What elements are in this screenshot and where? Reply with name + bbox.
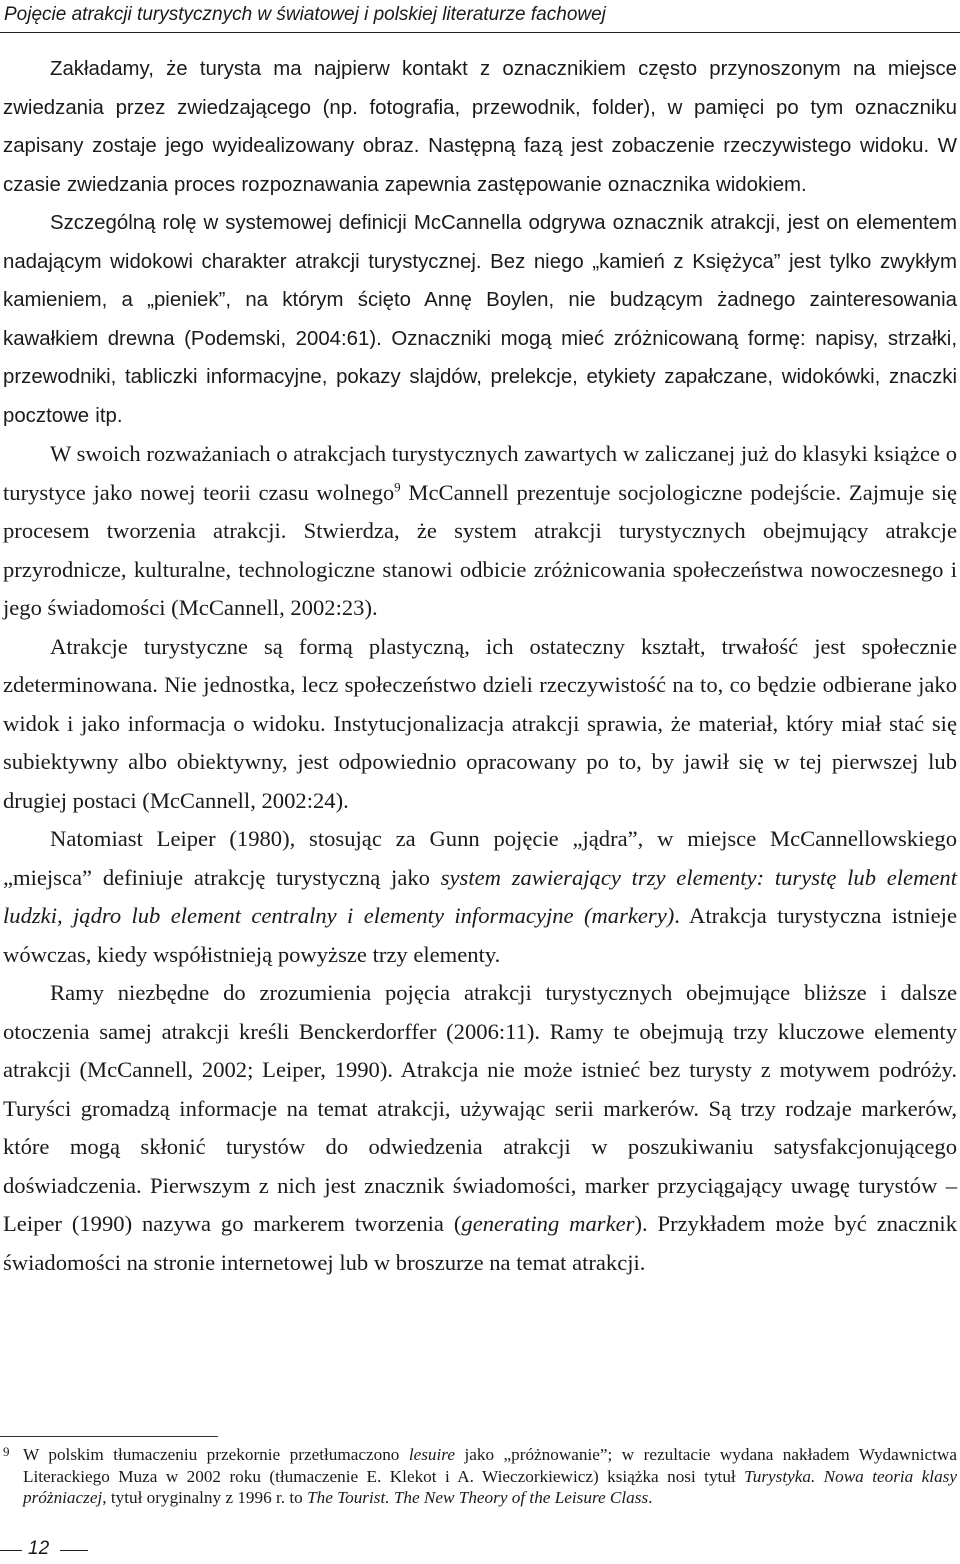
paragraph-6-emphasis: generating marker <box>461 1211 635 1236</box>
page-number-dash-right <box>60 1550 88 1551</box>
paragraph-1 <box>3 50 957 204</box>
paragraph-3 <box>3 435 957 628</box>
paragraph-4-text: Atrakcje turystyczne są formą plastyczną, ich ostateczny kształt, trwałość jest społecznie zdeterminowana. Nie jednostka, lecz społeczeństwo dzieli rzeczywistość na to, co będzie odbierane jako widok i jako informacja o widoku. Instytucjonalizacja atrakcji sprawia, że materiał, który miał stać się subiektywny albo obiektywny, jest odpowiednio opracowany po to, by jawił się w tej pierwszej lub drugiej postaci (McCannell, 2002:24). <box>3 633 957 813</box>
paragraph-5-text-b: . Atrakcja turystyczna istnieje wówczas, kiedy współistnieją powyższe trzy elementy. <box>3 903 957 967</box>
paragraph-3-text-a: W swoich rozważaniach o atrakcjach turystycznych zawartych w zaliczanej już do klasyki książce o turystyce jako nowej teorii czasu wolnego <box>3 441 957 505</box>
paragraph-5 <box>3 820 957 974</box>
footnote-ref: 9 <box>394 478 401 494</box>
footnote <box>3 1444 957 1509</box>
footnote-text-3: , tytuł oryginalny z 1996 r. to <box>102 1488 308 1507</box>
paragraph-1-text: Zakładamy, że turysta ma najpierw kontakt z oznacznikiem często przynoszonym na miejsce zwiedzania przez zwiedzającego (np. fotografia, przewodnik, folder), w pamięci po tym oznaczniku zapisany zostaje jego wyidealizowany obraz. Następną fazą jest zobaczenie rzeczywistego widoku. W czasie zwiedzania proces rozpoznawania zapewnia zastępowanie oznacznika widokiem. <box>3 58 957 196</box>
page-number <box>0 1538 100 1562</box>
header-rule <box>0 32 960 33</box>
paragraph-2 <box>3 204 957 435</box>
paragraph-5-emphasis: system zawierający trzy elementy: turystę lub element ludzki, jądro lub element centralny i elementy informacyjne (markery) <box>3 864 957 928</box>
footnote-text-1: W polskim tłumaczeniu przekornie przetłumaczono <box>23 1445 409 1464</box>
footnote-number: 9 <box>3 1444 10 1459</box>
paragraph-6 <box>3 974 957 1282</box>
footnote-emphasis-1: lesuire <box>408 1445 455 1464</box>
footnote-emphasis-3: The Tourist. The New Theory of the Leisure Class <box>307 1488 649 1507</box>
footnote-emphasis-2: Turystyka. Nowa teoria klasy próżniaczej <box>23 1466 957 1507</box>
page-number-value: 12 <box>28 1538 50 1559</box>
page-number-dash-left <box>0 1550 22 1551</box>
footnote-body <box>23 1444 957 1509</box>
paragraph-6-text-a: Ramy niezbędne do zrozumienia pojęcia atrakcji turystycznych obejmujące bliższe i dalsze otoczenia samej atrakcji kreśli Benckerdorffer (2006:11). Ramy te obejmują trzy kluczowe elementy atrakcji (McCannell, 2002; Leiper, 1990). Atrakcja nie może istnieć bez turysty z motywem podróży. Turyści gromadzą informacje na temat atrakcji, używając serii markerów. Są trzy rodzaje markerów, które mogą skłonić turystów do odwiedzenia atrakcji w poszukiwaniu satysfakcjonującego doświadczenia. Pierwszym z nich jest znacznik świadomości, marker przyciągający uwagę turystów – Leiper (1990) nazywa go markerem tworzenia ( <box>3 980 957 1236</box>
footnote-text-2: jako „próżnowanie”; w rezultacie wydana nakładem Wydawnictwa Literackiego Muza w 2002 roku (tłumaczenie E. Klekot i A. Wieczorkiewicz) książka nosi tytuł <box>23 1445 957 1486</box>
footnote-rule <box>0 1436 218 1437</box>
body-text <box>3 50 957 1282</box>
paragraph-4 <box>3 628 957 821</box>
footnote-text-4: . <box>648 1488 653 1507</box>
paragraph-5-text-a: Natomiast Leiper (1980), stosując za Gunn pojęcie „jądra”, w miejsce McCannellowskiego „miejsca” definiuje atrakcję turystyczną jako <box>3 826 957 890</box>
paragraph-2-text: Szczególną rolę w systemowej definicji McCannella odgrywa oznacznik atrakcji, jest on elementem nadającym widokowi charakter atrakcji turystycznej. Bez niego „kamień z Księżyca” jest tylko zwykłym kamieniem, a „pieniek”, na którym ścięto Annę Boylen, nie budzącym żadnego zainteresowania kawałkiem drewna (Podemski, 2004:61). Oznaczniki mogą mieć zróżnicowaną formę: napisy, strzałki, przewodniki, tabliczki informacyjne, pokazy slajdów, prelekcje, etykiety zapałczane, widokówki, znaczki pocztowe itp. <box>3 212 957 427</box>
running-header: Pojęcie atrakcji turystycznych w światowej i polskiej literaturze fachowej <box>4 4 606 25</box>
paragraph-3-text-b: McCannell prezentuje socjologiczne podejście. Zajmuje się procesem tworzenia atrakcji. Stwierdza, że system atrakcji turystycznych obejmujący atrakcje przyrodnicze, kulturalne, technologiczne stanowi odbicie zróżnicowania społeczeństwa nowoczesnego i jego świadomości (McCannell, 2002:23). <box>3 479 957 620</box>
paragraph-6-text-b: ). Przykładem może być znacznik świadomości na stronie internetowej lub w broszurze na temat atrakcji. <box>3 1211 957 1275</box>
